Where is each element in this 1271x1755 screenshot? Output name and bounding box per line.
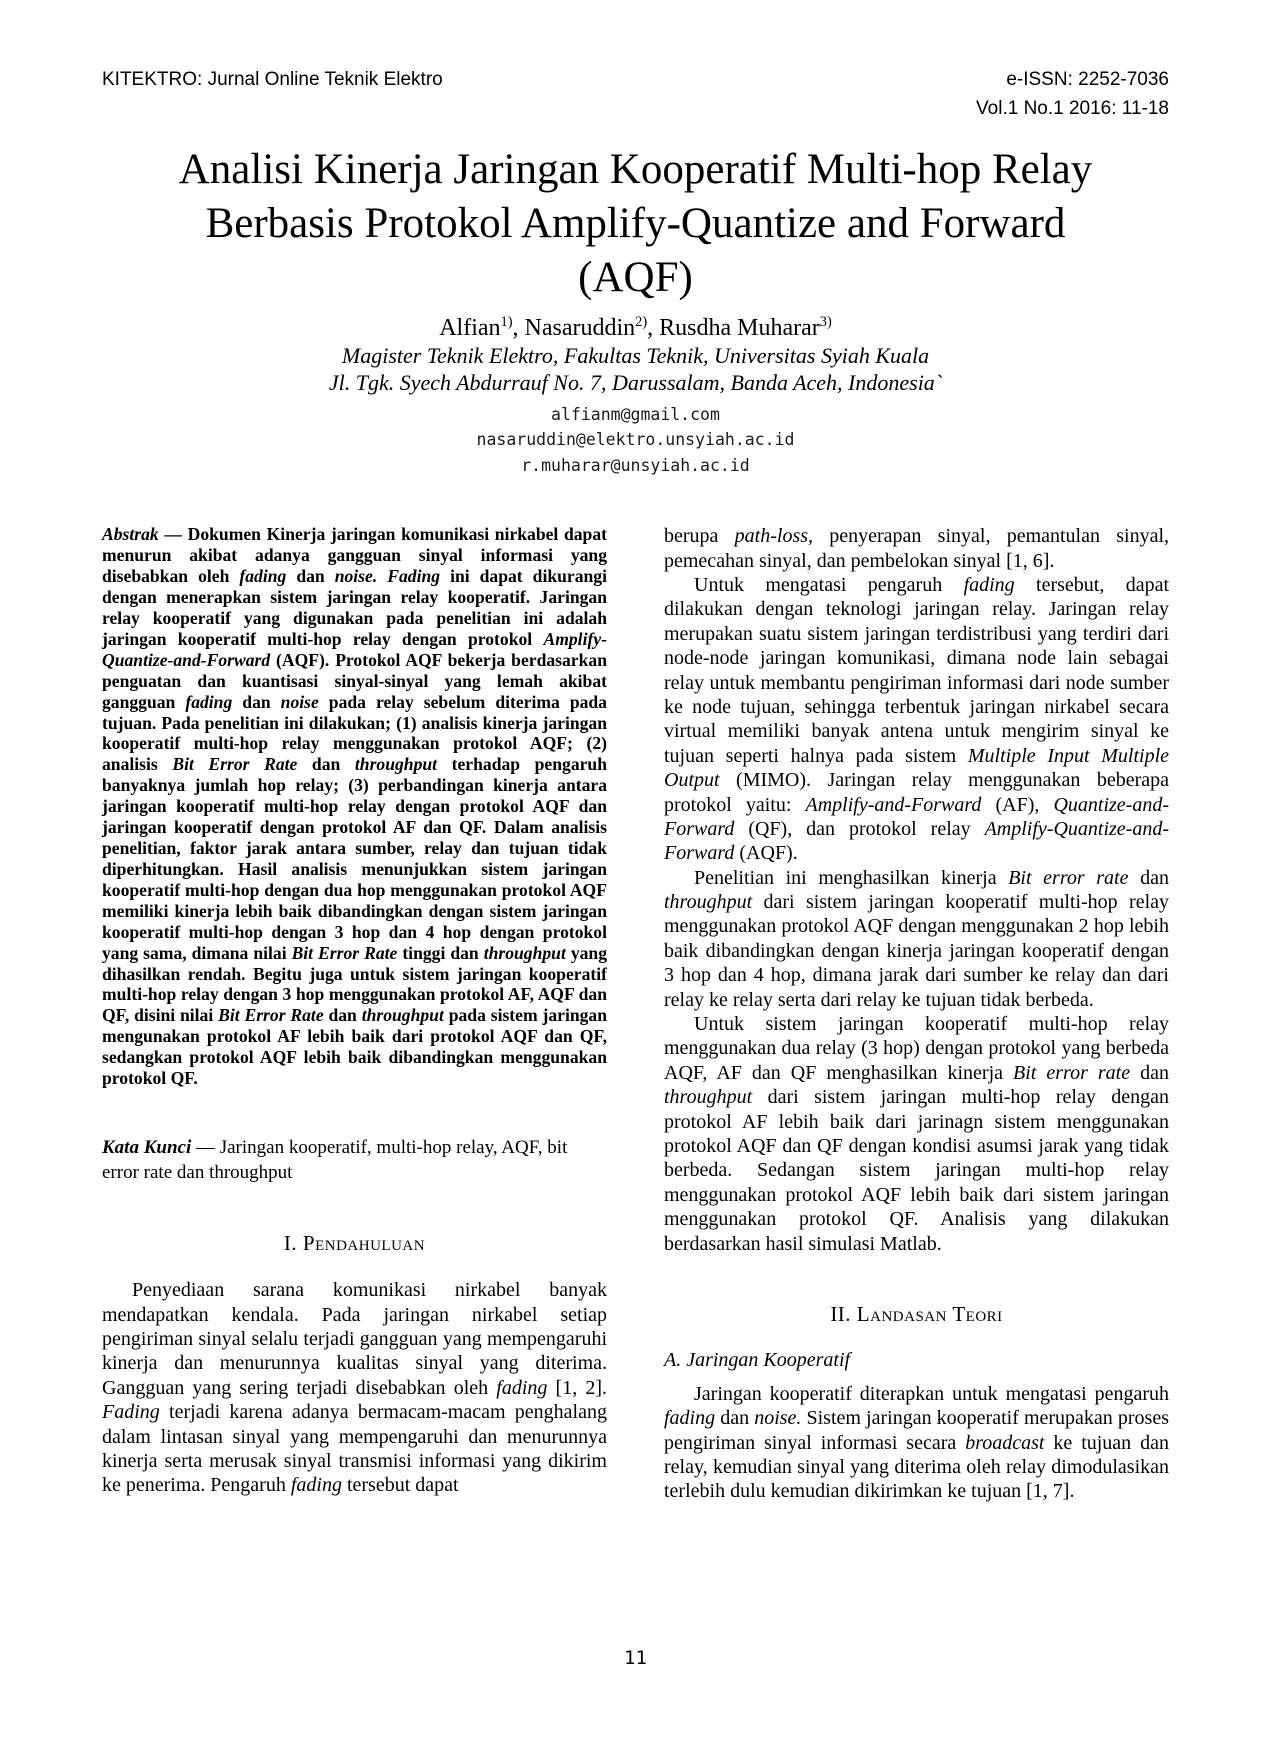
protocol-comparison-paragraph: Untuk sistem jaringan kooperatif multi-hop relay menggunakan dua relay (3 hop) dengan protokol yang berbeda AQF, AF dan QF menghasilkan kinerja Bit error rate dan throughput dari sistem jaringan multi-hop relay dengan protokol AF lebih baik dari jarinagn sistem menggunakan protokol AQF dan QF dengan kondisi asumsi jarak yang tidak berbeda. Sedangan sistem jaringan multi-hop relay menggunakan protokol AQF lebih baik dari sistem jaringan menggunakan protokol QF. Analisis yang dilakukan berdasarkan hasil simulasi Matlab. [664,1013,1169,1255]
section-2-heading: II. Landasan Teori [830,1301,1003,1326]
author-emails [102,402,1169,479]
two-column-body [102,524,1169,1504]
email-1: alfianm@gmail.com [551,404,720,424]
page-header [102,66,1169,123]
intro-paragraph: Penyediaan sarana komunikasi nirkabel banyak mendapatkan kendala. Pada jaringan nirkabel setiap pengiriman sinyal selalu terjadi gangguan yang mempengaruhi kinerja dan menurunnya kualitas sinyal yang diterima. Gangguan yang sering terjadi disebabkan oleh fading [1, 2]. Fading terjadi karena adanya bermacam-macam penghalang dalam lintasan sinyal yang mempengaruhi dan menurunnya kinerja serta merusak sinyal transmisi informasi yang dikirim ke penerima. Pengaruh fading tersebut dapat [102,1279,607,1497]
article-title-line-1: Analisi Kinerja Jaringan Kooperatif Multi-hop Relay [178,146,1093,193]
research-results-paragraph: Penelitian ini menghasilkan kinerja Bit error rate dan throughput dari sistem jaringan kooperatif multi-hop relay menggunakan protokol AQF dengan menggunakan 2 hop lebih baik dibandingkan dengan kinerja jaringan kooperatif dengan 3 hop dan 4 hop, dimana jarak dari sumber ke relay dan dari relay ke relay serta dari relay ke tujuan tidak berbeda. [664,866,1169,1011]
continued-paragraph: berupa path-loss, penyerapan sinyal, pemantulan sinyal, pemecahan sinyal, dan pembelokan sinyal [1, 6]. [664,525,1170,572]
affiliation-line-2: Jl. Tgk. Syech Abdurrauf No. 7, Darussalam, Banda Aceh, Indonesia` [328,370,943,396]
issue-info [976,66,1169,123]
relay-technology-paragraph: Untuk mengatasi pengaruh fading tersebut, dapat dilakukan dengan teknologi jaringan relay. Jaringan relay merupakan suatu sistem jaringan terdistribusi yang terdiri dari node-node jaringan komunikasi, dimana node lain sebagai relay untuk membantu pengiriman informasi dari node sumber ke node tujuan, sehingga terbentuk jaringan nirkabel secara virtual memiliki banyak antena untuk mengirim sinyal ke tujuan seperti halnya pada sistem Multiple Input Multiple Output (MIMO). Jaringan relay menggunakan beberapa protokol yaitu: Amplify-and-Forward (AF), Quantize-and-Forward (QF), dan protokol relay Amplify-Quantize-and-Forward (AQF). [664,573,1170,865]
right-column [664,524,1169,1504]
email-2: nasaruddin@elektro.unsyiah.ac.id [476,430,795,450]
abstract-paragraph: Abstrak — Dokumen Kinerja jaringan komunikasi nirkabel dapat menurun akibat adanya gangguan sinyal informasi yang disebabkan oleh fading dan noise. Fading ini dapat dikurangi dengan menerapkan sistem jaringan relay kooperatif. Jaringan relay kooperatif yang digunakan pada penelitian ini adalah jaringan kooperatif multi-hop relay dengan protokol Amplify-Quantize-and-Forward (AQF). Protokol AQF bekerja berdasarkan penguatan dan kuantisasi sinyal-sinyal yang lemah akibat gangguan fading dan noise pada relay sebelum diterima pada tujuan. Pada penelitian ini dilakukan; (1) analisis kinerja jaringan kooperatif multi-hop relay menggunakan protokol AQF; (2) analisis Bit Error Rate dan throughput terhadap pengaruh banyaknya jumlah hop relay; (3) perbandingan kinerja antara jaringan kooperatif multi-hop relay dengan protokol AQF dan jaringan kooperatif dengan protokol AF dan QF. Dalam analisis penelitian, faktor jarak antara sumber, relay dan tujuan tidak diperhitungkan. Hasil analisis menunjukkan sistem jaringan kooperatif multi-hop dengan dua hop menggunakan protokol AQF memiliki kinerja lebih baik dibandingkan dengan sistem jaringan kooperatif multi-hop dengan 3 hop dan 4 hop dengan protokol yang sama, dimana nilai Bit Error Rate tinggi dan throughput yang dihasilkan rendah. Begitu juga untuk sistem jaringan kooperatif multi-hop relay dengan 3 hop menggunakan protokol AF, AQF dan QF, disini nilai Bit Error Rate dan throughput pada sistem jaringan mengunakan protokol AF lebih baik dari protokol AQF dan QF, sedangkan protokol AQF lebih baik dibandingkan menggunakan protokol QF. [102,524,608,1089]
page-number: 11 [624,1647,647,1669]
subsection-a-heading: A. Jaringan Kooperatif [664,1348,851,1371]
article-title-line-2: Berbasis Protokol Amplify-Quantize and Forward [205,200,1066,248]
article-title [102,143,1169,306]
email-3: r.muharar@unsyiah.ac.id [521,455,750,475]
article-title-line-3: (AQF) [578,254,693,302]
left-column [102,524,607,1504]
volume-info: Vol.1 No.1 2016: 11-18 [976,97,1169,119]
affiliation-line-1: Magister Teknik Elektro, Fakultas Teknik, Universitas Syiah Kuala [341,342,930,368]
cooperative-network-paragraph: Jaringan kooperatif diterapkan untuk mengatasi pengaruh fading dan noise. Sistem jaringan kooperatif merupakan proses pengiriman sinyal informasi secara broadcast ke tujuan dan relay, kemudian sinyal yang diterima oleh relay dimodulasikan terlebih dulu kemudian dikirimkan ke tujuan [1, 7]. [664,1382,1169,1503]
keywords-line: Kata Kunci — Jaringan kooperatif, multi-hop relay, AQF, bit error rate dan throughput [102,1137,568,1184]
journal-name: KITEKTRO: Jurnal Online Teknik Elektro [102,69,443,90]
eissn: e-ISSN: 2252-7036 [1006,69,1169,90]
authors-line: Alfian$^{1)}$, Nasaruddin$^{2)}$, Rusdha Muharar$^{3)}$ [439,313,832,341]
section-1-heading: I. Pendahuluan [283,1231,426,1256]
